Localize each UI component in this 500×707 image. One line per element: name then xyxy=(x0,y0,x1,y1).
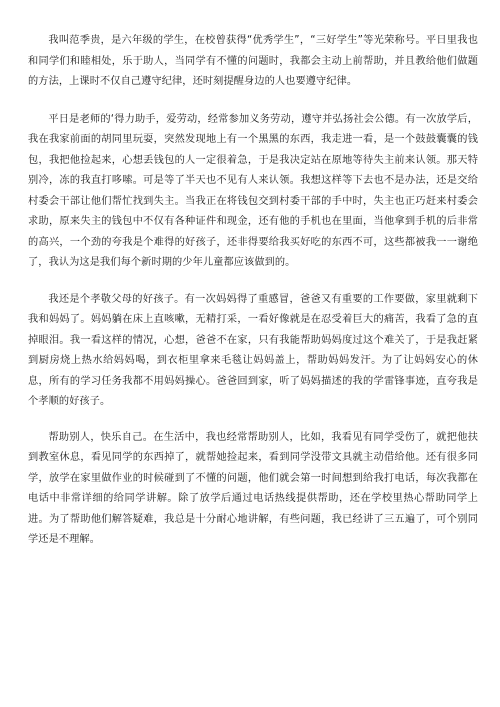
paragraph-lost-wallet: 平日是老师的‘得力助手，爱劳动，经常参加义务劳动，遵守并弘扬社会公德。有一次放学后，我在我家前面的胡同里玩耍，突然发现地上有一个黑黑的东西，我走进一看，是一个鼓鼓囊囊的钱包，我把他捡起来，心想丢钱包的人一定很着急，于是我决定站在原地等待失主前来认领。那天特别冷，冻的我直打哆嗦。可是等了半天也不见有人来认领。我想这样等下去也不是办法，还是交给村委会干部让他们帮忙找到失主。当我正在将钱包交到村委干部的手中时，失主也正巧赶来村委会求助，原来失主的钱包中不仅有各种证件和现金，还有他的手机也在里面，当他拿到手机的后非常的高兴，一个劲的夸我是个难得的好孩子，还非得要给我买好吃的东西不可，这些都被我一一谢绝了，我认为这是我们每个新时期的少年儿童都应该做到的。 xyxy=(28,113,478,268)
paragraph-honors: 我叫范季贵，是六年级的学生，在校曾获得“优秀学生”，“三好学生”等光荣称号。平日里我也和同学们和睦相处，乐于助人，当同学有不懂的问题时，我都会主动上前帮助，并且教给他们做题的方法，上课时不仅自己遵守纪律，还时刻提醒身边的人也要遵守纪律。 xyxy=(28,35,478,87)
paragraph-helping-others: 帮助别人，快乐自己。在生活中，我也经常帮助别人，比如，我看见有同学受伤了，就把他扶到教室休息，看见同学的东西掉了，就帮她捡起来，看到同学没带文具就主动借给他。还有很多同学，放学在家里做作业的时候碰到了不懂的问题，他们就会第一时间想到给我打电话，每次我都在电话中非常详细的给同学讲解。除了放学后通过电话热线提供帮助，还在学校里热心帮助同学上进。为了帮助他们解答疑难，我总是十分耐心地讲解，有些问题，我已经讲了三五遍了，可个别同学还是不理解。 xyxy=(28,431,478,545)
paragraph-caring-mother: 我还是个孝敬父母的好孩子。有一次妈妈得了重感冒，爸爸又有重要的工作要做，家里就剩下我和妈妈了。妈妈躺在床上直咳嗽，无精打采，一看好像就是在忍受着巨大的痛苦，我看了急的直掉眼泪。我一看这样的情况，心想，爸爸不在家，只有我能帮助妈妈度过这个难关了，于是我赶紧到厨房烧上热水给妈妈喝，到衣柜里拿来毛毯让妈妈盖上，帮助妈妈发汗。为了让妈妈安心的休息，所有的学习任务我都不用妈妈操心。爸爸回到家，听了妈妈描述的我的学雷锋事迹，直夸我是个孝顺的好孩子。 xyxy=(28,293,478,407)
